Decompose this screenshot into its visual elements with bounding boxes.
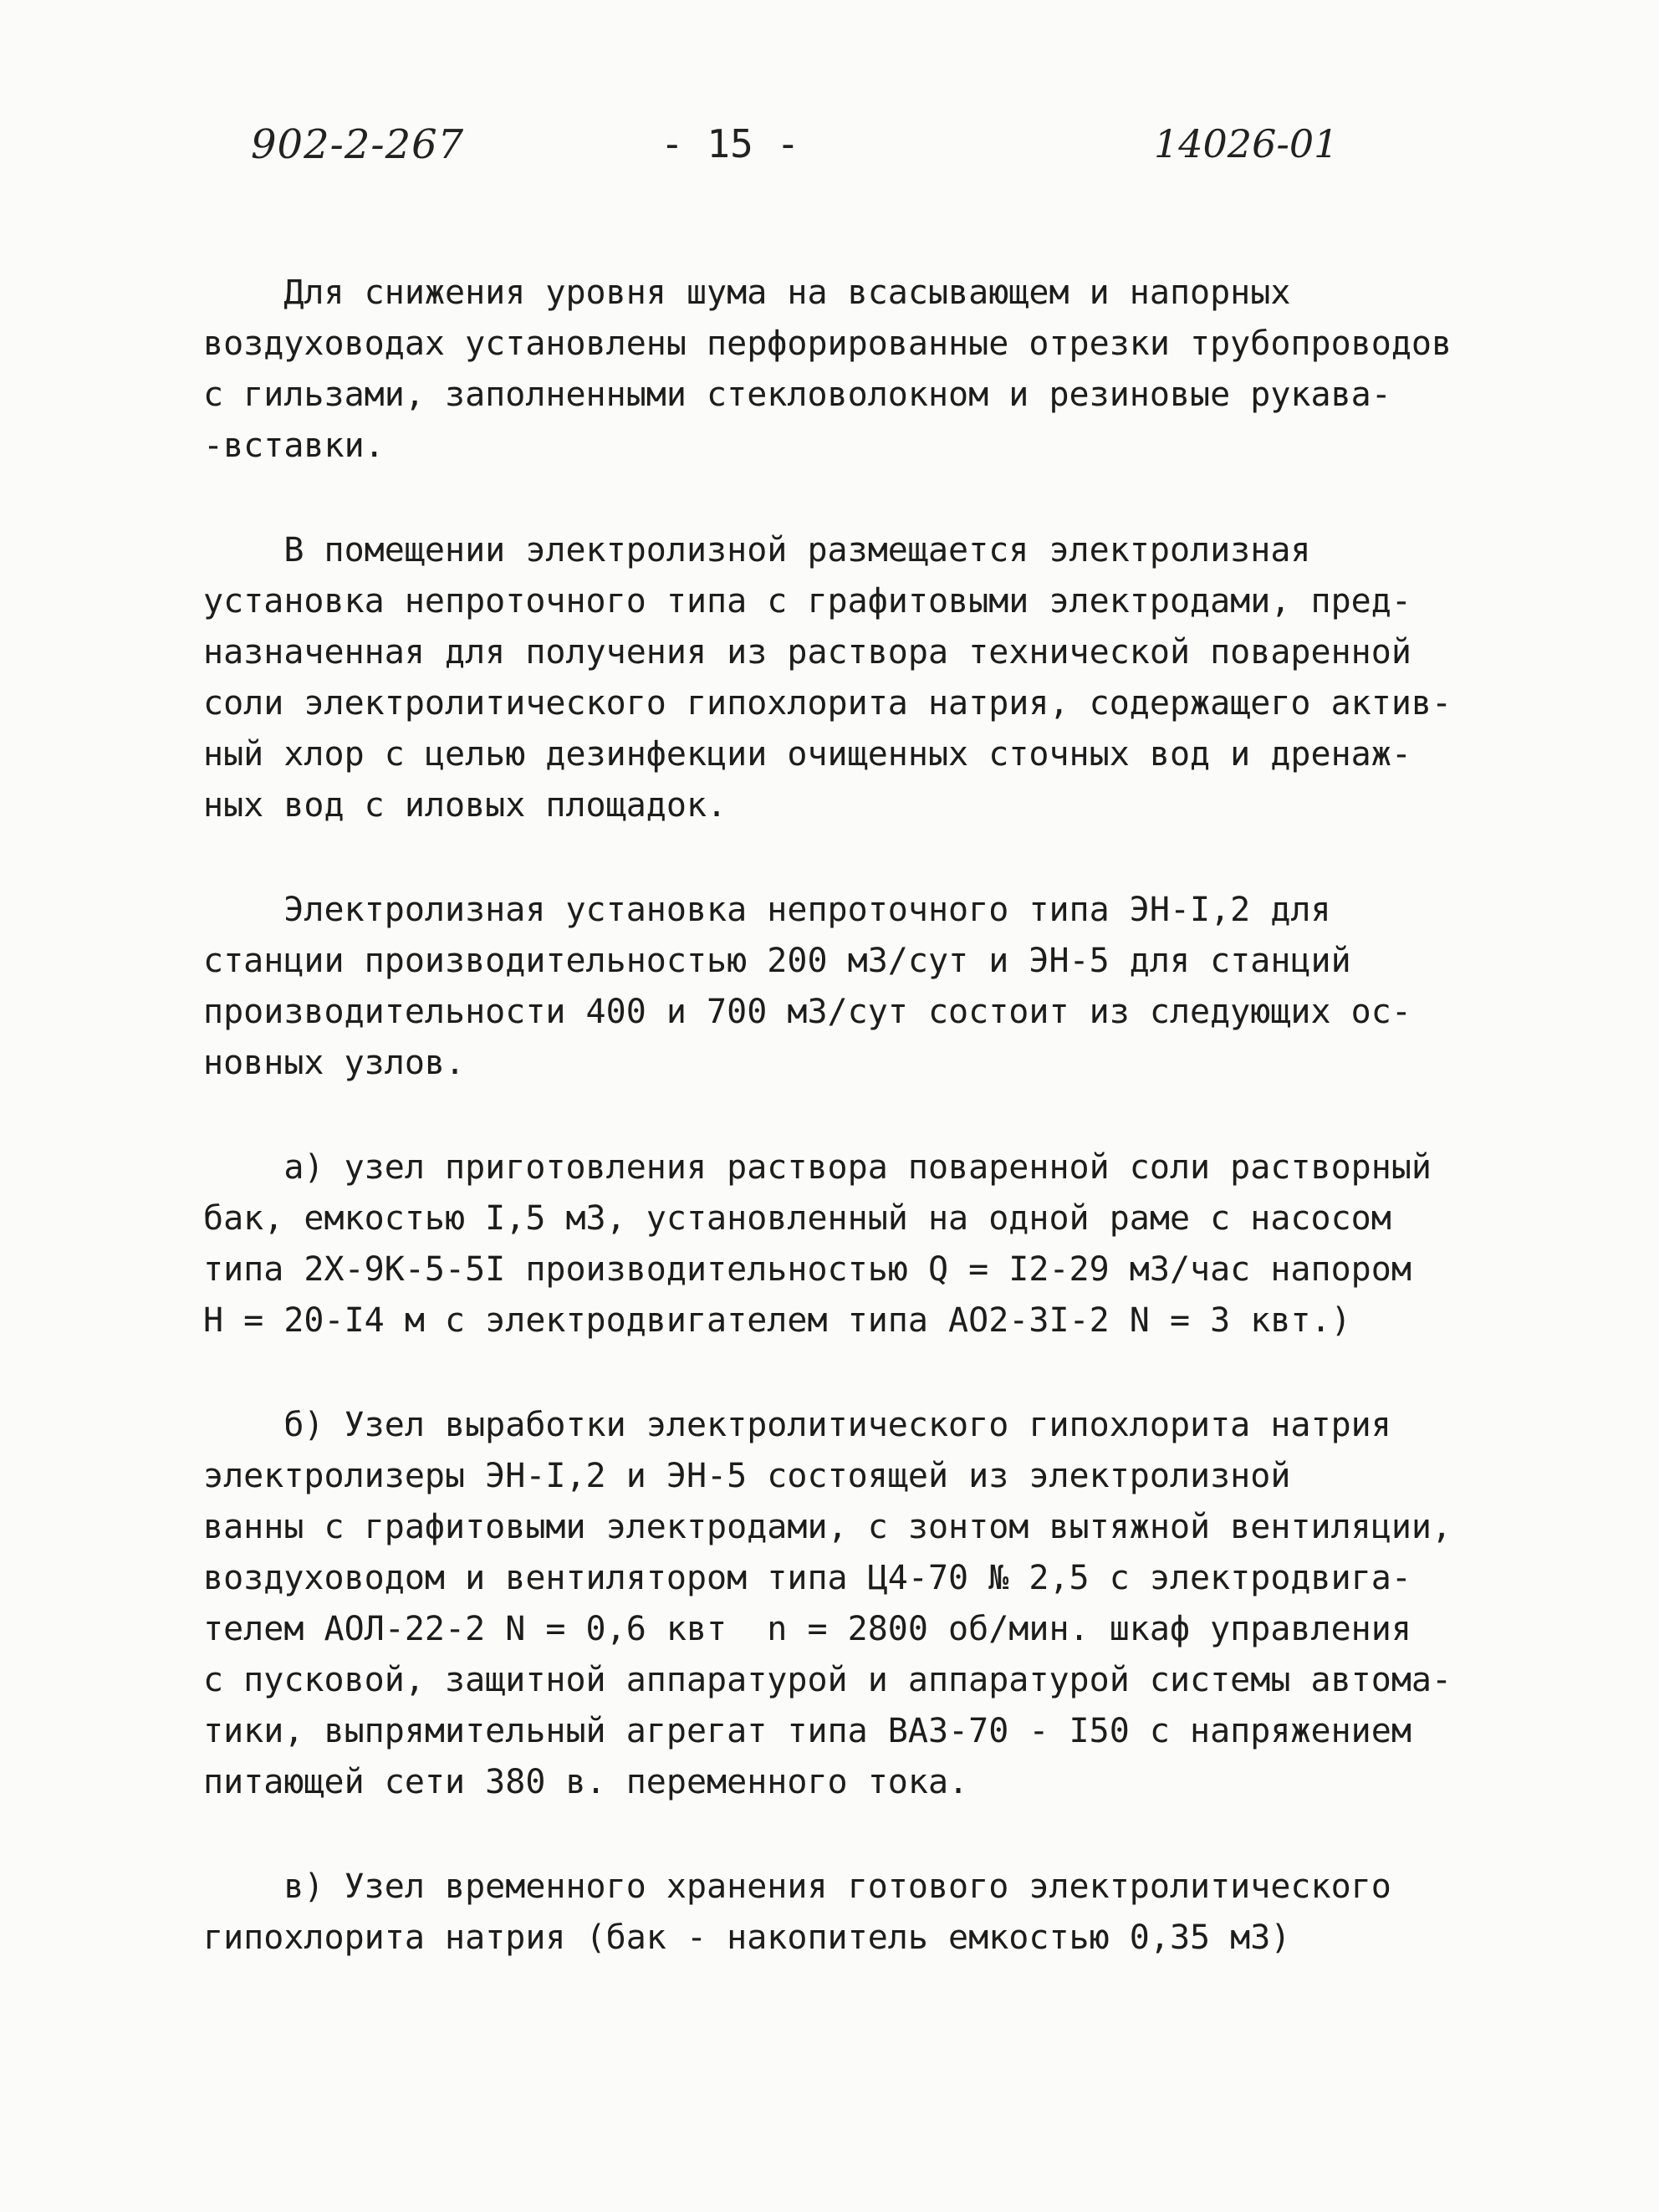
page-number: - 15 - [661,121,800,166]
text-line: с гильзами, заполненными стекловолокном и резиновые рукава- [203,375,1391,414]
text-line: в) Узел временного хранения готового электролитического [203,1867,1391,1906]
text-line: электролизеры ЭН-I,2 и ЭН-5 состоящей из электролизной [203,1457,1291,1495]
text-line: бак, емкостью I,5 м3, установленный на одной раме с насосом [203,1199,1391,1238]
paragraph [203,1400,1508,1808]
text-line: с пусковой, защитной аппаратурой и аппаратурой системы автома- [203,1661,1452,1699]
text-line: Н = 20-I4 м с электродвигателем типа АО2-3I-2 N = 3 квт.) [203,1301,1351,1340]
paragraph [203,1862,1508,1964]
paragraph [203,885,1508,1089]
document-code: 902-2-267 [251,121,465,168]
document-body [203,268,1508,2017]
paragraph [203,525,1508,831]
page-header [0,121,1659,180]
text-line: гипохлорита натрия (бак - накопитель емкостью 0,35 м3) [203,1918,1291,1957]
text-line: производительности 400 и 700 м3/сут состоит из следующих ос- [203,993,1411,1031]
paragraph [203,268,1508,472]
text-line: ных вод с иловых площадок. [203,786,727,825]
text-line: а) узел приготовления раствора поваренной соли растворный [203,1148,1432,1187]
text-line: ный хлор с целью дезинфекции очищенных сточных вод и дренаж- [203,735,1411,774]
text-line: воздуховодах установлены перфорированные отрезки трубопроводов [203,324,1452,363]
sheet-code: 14026-01 [1154,121,1339,166]
text-line: питающей сети 380 в. переменного тока. [203,1763,969,1801]
text-line: соли электролитического гипохлорита натрия, содержащего актив- [203,684,1452,723]
text-line: новных узлов. [203,1044,466,1082]
text-line: тики, выпрямительный агрегат типа ВАЗ-70 - I50 с напряжением [203,1712,1411,1750]
text-line: В помещении электролизной размещается электролизная [203,531,1311,570]
text-line: назначенная для получения из раствора технической поваренной [203,633,1411,672]
text-line: ванны с графитовыми электродами, с зонтом вытяжной вентиляции, [203,1508,1452,1546]
paragraph [203,1142,1508,1346]
text-line: -вставки. [203,427,385,465]
text-line: Для снижения уровня шума на всасывающем и напорных [203,273,1291,312]
text-line: воздуховодом и вентилятором типа Ц4-70 № 2,5 с электродвига- [203,1559,1411,1597]
text-line: станции производительностью 200 м3/сут и ЭН-5 для станций [203,942,1351,980]
text-line: телем АОЛ-22-2 N = 0,6 квт n = 2800 об/мин. шкаф управления [203,1610,1411,1648]
text-line: установка непроточного типа с графитовыми электродами, пред- [203,582,1411,621]
text-line: типа 2Х-9К-5-5I производительностью Q = I2-29 м3/час напором [203,1250,1411,1289]
text-line: Электролизная установка непроточного типа ЭН-I,2 для [203,891,1331,929]
text-line: б) Узел выработки электролитического гипохлорита натрия [203,1406,1391,1444]
